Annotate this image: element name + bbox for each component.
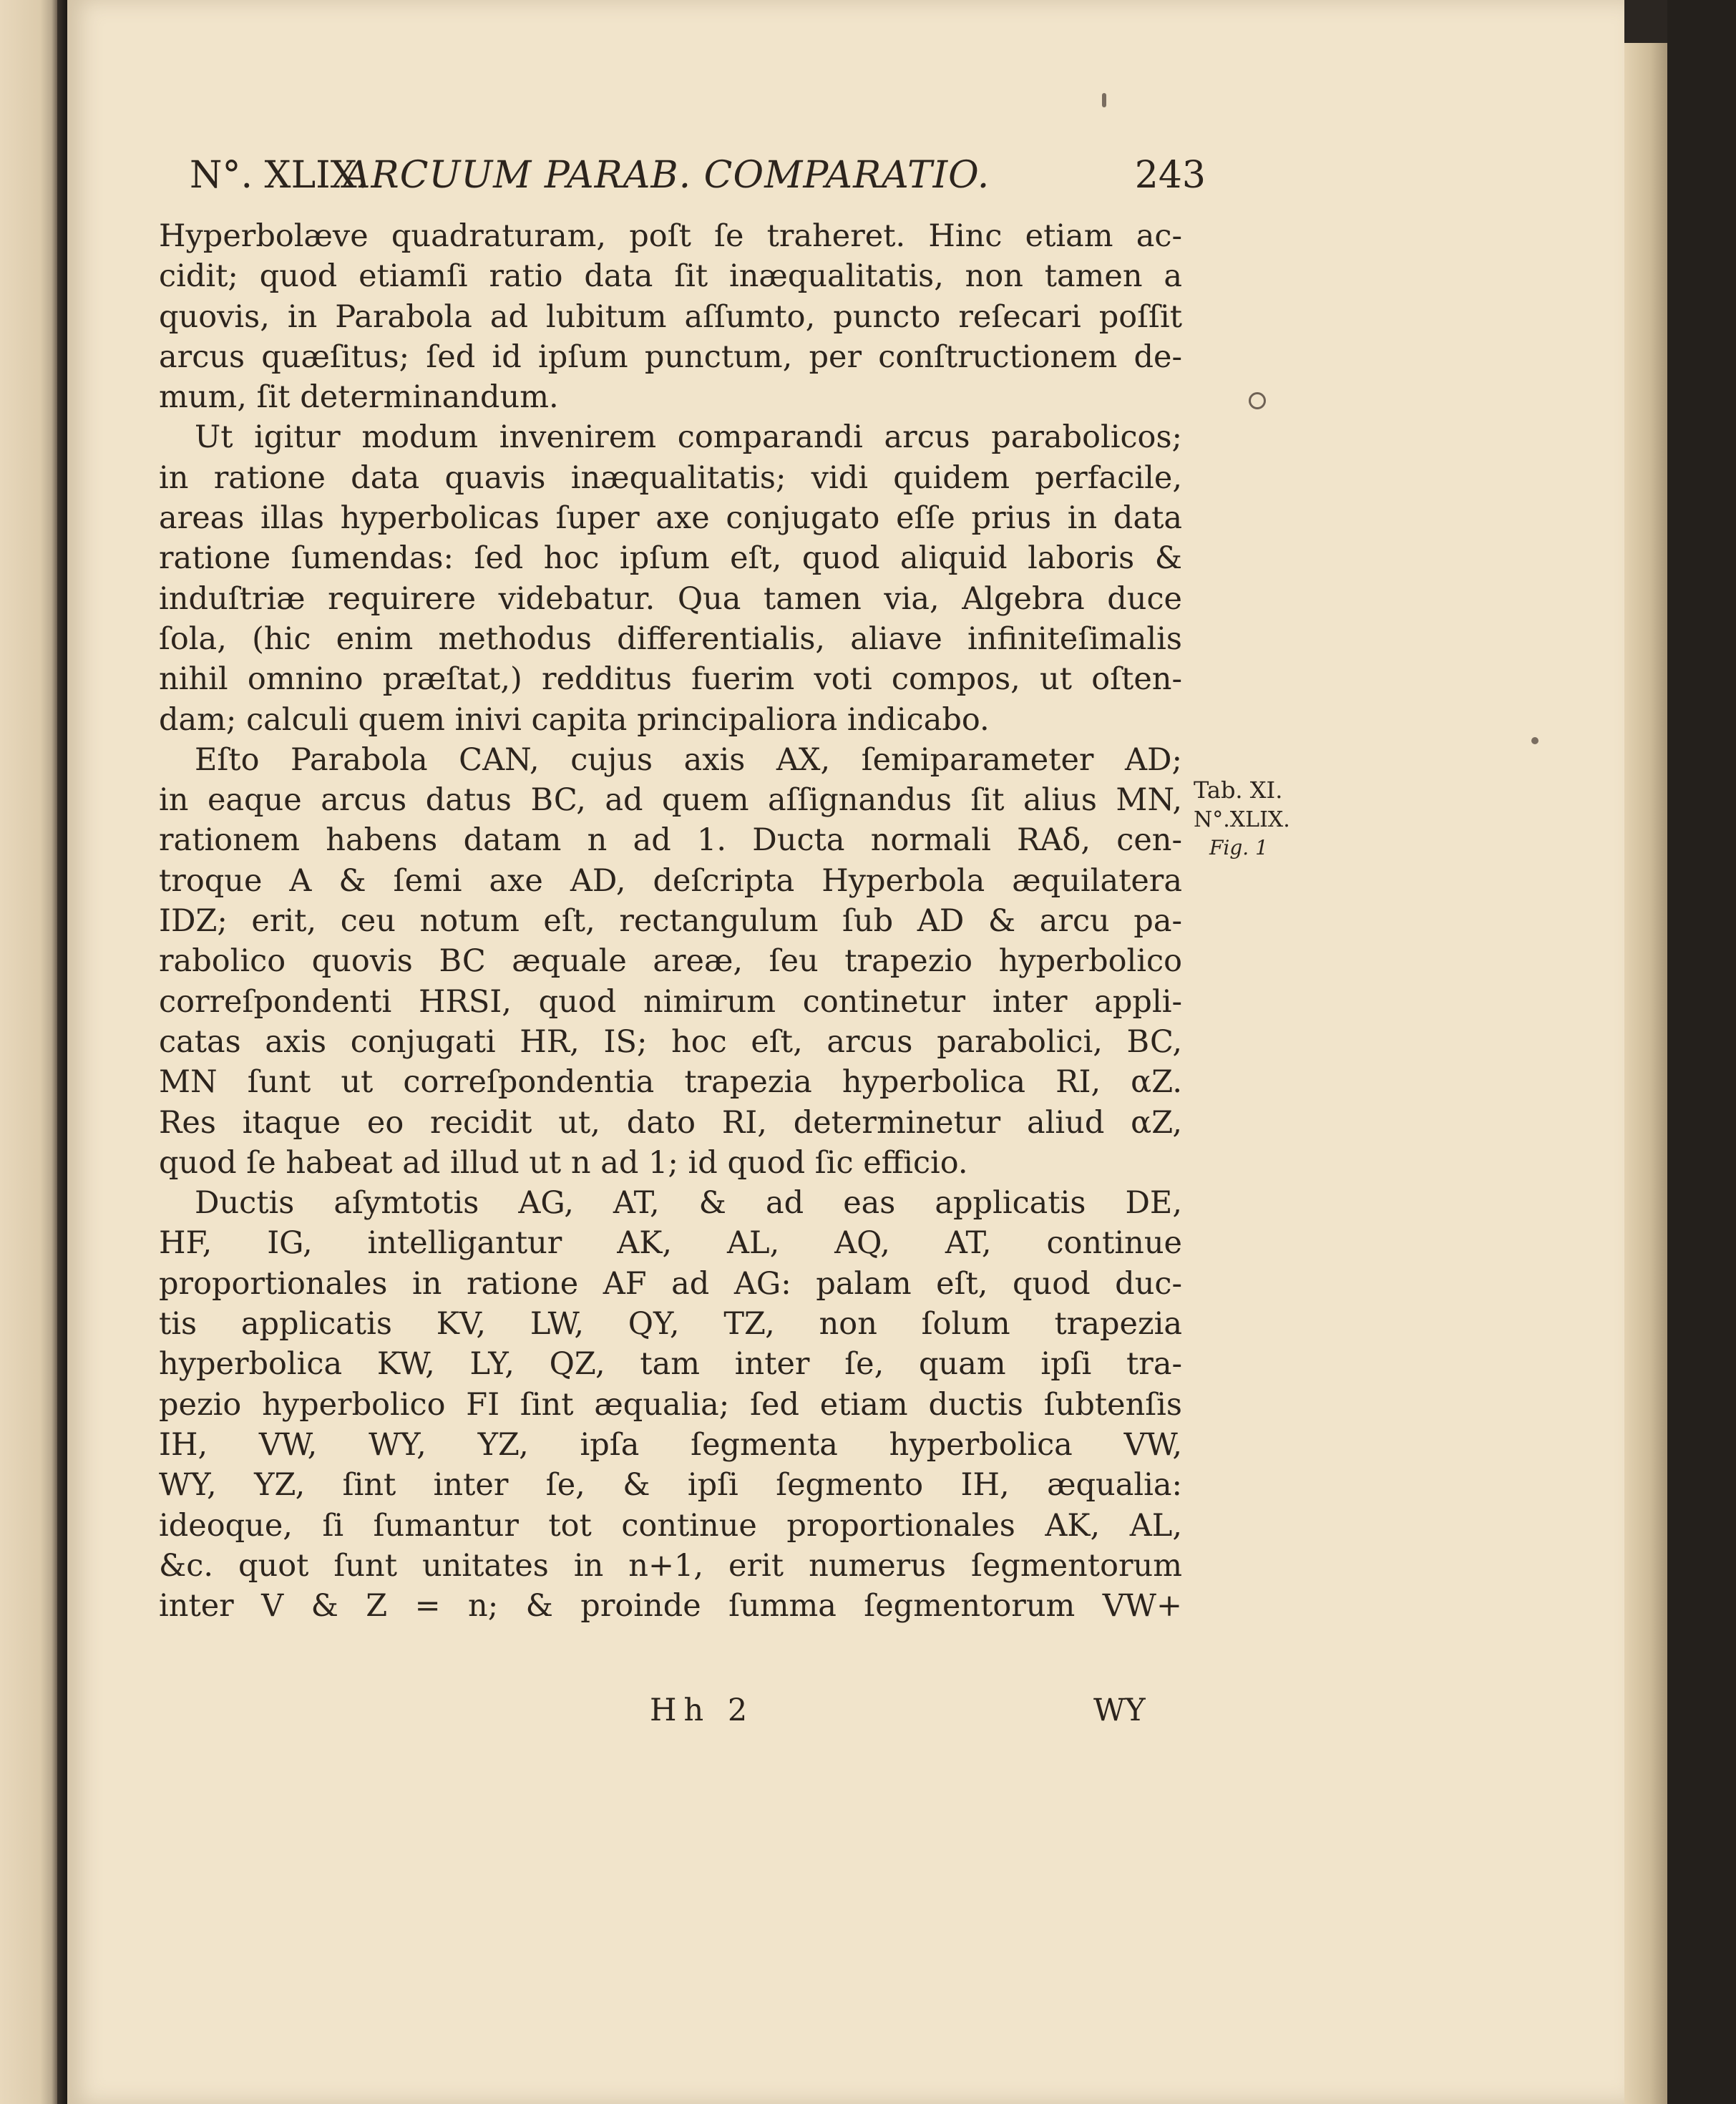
text-line: mum, ſit determinandum. [159,379,559,416]
text-line: quod ſe habeat ad illud ut n ad 1; id quod ſic efficio. [159,1144,968,1181]
book-gutter [57,0,67,2104]
paper-blemish [1531,737,1538,744]
paper-blemish [1102,93,1106,107]
text-line: arcus quæſitus; ſed id ipſum punctum, per conſtructionem de- [159,339,1182,375]
running-title: ARCUUM PARAB. COMPARATIO. [343,154,990,197]
signature-mark: Hh 2 [650,1693,755,1728]
text-line: MN ſunt ut correſpondentia trapezia hyperbolica RI, αZ. [159,1064,1182,1101]
text-line: dam; calculi quem inivi capita principaliora indicabo. [159,701,990,738]
text-line: Hyperbolæve quadraturam, poſt ſe traheret. Hinc etiam ac- [159,218,1182,254]
margin-note-tab: Tab. XI. [1194,776,1283,804]
catchword: WY [1093,1693,1146,1728]
text-line: troque A & ſemi axe AD, deſcripta Hyperbola æquilatera [159,862,1182,899]
text-line: rabolico quovis BC æquale areæ, ſeu trapezio hyperbolico [159,943,1182,980]
text-line: ſola, (hic enim methodus differentialis, aliave infiniteſimalis [159,620,1182,657]
text-line: in ratione data quavis inæqualitatis; vidi quidem perfacile, [159,459,1182,496]
text-line: IH, VW, WY, YZ, ipſa ſegmenta hyperbolica VW, [159,1426,1182,1463]
left-page-edge [0,0,57,2104]
text-line: correſpondenti HRSI, quod nimirum continetur inter appli- [159,983,1182,1020]
margin-note-fig: Fig. 1 [1209,836,1268,859]
running-header [190,150,1206,200]
text-line: Ductis aſymtotis AG, AT, & ad eas applicatis DE, [195,1185,1182,1222]
text-line: induſtriæ requirere videbatur. Qua tamen via, Algebra duce [159,580,1182,617]
text-line: &c. quot ſunt unitates in n+1, erit numerus ſegmentorum [159,1547,1182,1584]
text-line: catas axis conjugati HR, IS; hoc eſt, arcus parabolici, BC, [159,1023,1182,1060]
text-line: nihil omnino præſtat,) redditus fuerim voti compos, ut oſten- [159,661,1182,698]
text-line: Ut igitur modum invenirem comparandi arcus parabolicos; [195,419,1182,456]
text-line: pezio hyperbolico FI ſint æqualia; ſed etiam ductis ſubtenſis [159,1386,1182,1423]
text-line: areas illas hyperbolicas ſuper axe conjugato eſſe prius in data [159,500,1182,537]
text-line: in eaque arcus datus BC, ad quem aſſignandus ſit alius MN, [159,782,1182,819]
text-line: rationem habens datam n ad 1. Ducta normali RAδ, cen- [159,822,1182,859]
text-line: Res itaque eo recidit ut, dato RI, determinetur aliud αZ, [159,1104,1182,1141]
text-line: HF, IG, intelligantur AK, AL, AQ, AT, continue [159,1225,1182,1262]
text-line: Eſto Parabola CAN, cujus axis AX, ſemiparameter AD; [195,741,1182,778]
text-line: tis applicatis KV, LW, QY, TZ, non ſolum trapezia [159,1306,1182,1343]
background-dark [1667,0,1736,2104]
text-line: hyperbolica KW, LY, QZ, tam inter ſe, quam ipſi tra- [159,1346,1182,1383]
text-line: quovis, in Parabola ad lubitum aſſumto, puncto reſecari poſſit [159,298,1182,335]
text-line: inter V & Z = n; & proinde ſumma ſegmentorum VW+ [159,1588,1182,1625]
text-line: ratione ſumendas: ſed hoc ipſum eſt, quod aliquid laboris & [159,540,1182,577]
margin-note-number: N°.XLIX. [1194,807,1290,832]
text-line: cidit; quod etiamſi ratio data ſit inæqualitatis, non tamen a [159,258,1182,295]
text-line: WY, YZ, ſint inter ſe, & ipſi ſegmento IH, æqualia: [159,1467,1182,1504]
text-line: ideoque, ſi ſumantur tot continue proportionales AK, AL, [159,1507,1182,1544]
page-stack-edge [1624,43,1667,2104]
body-text [159,216,1182,1626]
chapter-number: N°. XLIX. [190,154,369,197]
page-number: 243 [1134,154,1206,197]
text-line: proportionales in ratione AF ad AG: palam eſt, quod duc- [159,1265,1182,1302]
text-line: IDZ; erit, ceu notum eſt, rectangulum ſub AD & arcu pa- [159,903,1182,940]
paper-blemish [1249,392,1266,409]
